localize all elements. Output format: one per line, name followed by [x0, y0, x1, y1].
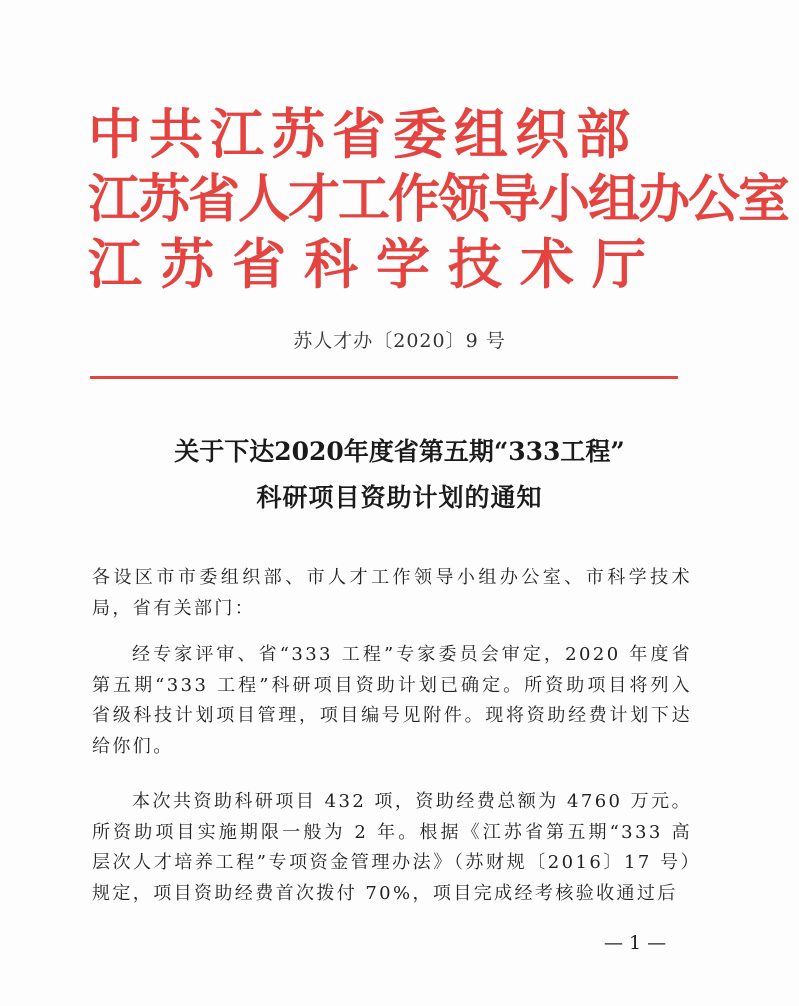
page-number: — 1 — [604, 932, 667, 954]
notice-title-line-2: 科研项目资助计划的通知 [256, 483, 543, 512]
document-number: 苏人才办〔2020〕9 号 [293, 330, 506, 352]
salutation-paragraph: 各设区市市委组织部、市人才工作领导小组办公室、市科学技术局，省有关部门： [92, 567, 692, 619]
body-paragraph-1: 经专家评审、省“333 工程”专家委员会审定，2020 年度省第五期“333 工程”科研项目资助计划已确定。所资助项目将列入省级科技计划项目管理，项目编号见附件。现将资助经费计划下达给你们。 [92, 644, 692, 757]
body-paragraph-2: 本次共资助科研项目 432 项，资助经费总额为 4760 万元。所资助项目实施期限一般为 2 年。根据《江苏省第五期“333 高层次人才培养工程”专项资金管理办法》（苏财规〔2016〕17 号）规定，项目资助经费首次拨付 70%，项目完成经考核验收通过后 [92, 791, 692, 904]
issuer-line-provincial-organization-dept: 中共江苏省委组织部 [88, 102, 637, 166]
issuer-line-talent-office: 江苏省人才工作领导小组办公室 [88, 169, 789, 230]
notice-title-line-1: 关于下达2020年度省第五期“333工程” [174, 437, 625, 466]
issuer-line-science-dept: 江苏省科学技术厅 [88, 232, 664, 296]
red-divider-line [90, 376, 678, 379]
